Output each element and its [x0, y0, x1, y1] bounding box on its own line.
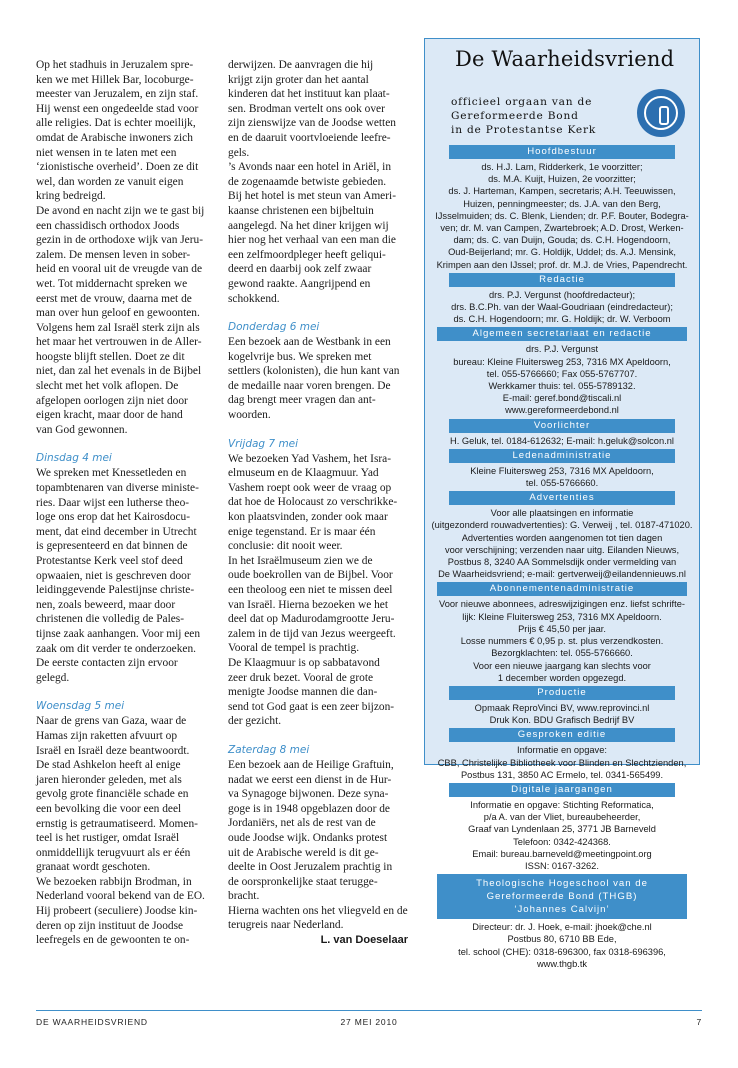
- section-line: p/a A. van der Vliet, bureaubeheerder,: [483, 812, 641, 823]
- text-line: Hierna wachten ons het vliegveld en de: [228, 904, 408, 917]
- text-line: terugreis naar Nederland.: [228, 919, 344, 932]
- text-line: We bezoeken Yad Vashem, het Isra-: [228, 452, 392, 465]
- section-body: [425, 598, 699, 683]
- masthead-title: De Waarheidsvriend: [455, 47, 675, 71]
- text-line: is gepresenteerd en dat binnen de: [36, 540, 188, 553]
- section-heading: Voorlichter: [449, 419, 675, 433]
- text-line: deel dat op Madurodamgrootte Jeru-: [228, 613, 395, 626]
- text-line: zijn zienswijze van de Joodse wetten: [228, 117, 396, 130]
- text-line: gelegd.: [36, 671, 70, 684]
- seal-emblem: [659, 106, 669, 125]
- text-line: afgelopen oorlogen zijn niet door: [36, 394, 188, 407]
- article-column-2: [228, 58, 408, 948]
- text-line: alle religies. Dat is echter moeilijk,: [36, 117, 196, 130]
- text-line: topambtenaren van diverse ministe-: [36, 482, 199, 495]
- section-line: Advertenties worden aangenomen tot tien dagen: [461, 532, 663, 543]
- section-line: Postbus 8, 3240 AA Sommelsdijk onder vermelding van: [447, 557, 677, 568]
- text-line: gels.: [228, 146, 250, 159]
- text-line: zeer druk bezet. Vooral de grote: [228, 671, 374, 684]
- footer-page-number: 7: [696, 1017, 702, 1027]
- text-line: loge ons erop dat het Kairosdocu-: [36, 511, 191, 524]
- text-line: kogelvrije bus. We spreken met: [228, 350, 372, 363]
- text-line: hoogste blijft stellen. Doet ze dit: [36, 350, 185, 363]
- text-line: In het Israëlmuseum zien we de: [228, 554, 373, 567]
- text-line: de medaille naar voren brengen. De: [228, 379, 391, 392]
- text-line: deren op zijn instituut de Joodse: [36, 919, 184, 932]
- text-line: niet wensen in te laten met een: [36, 146, 177, 159]
- text-line: krijgt zijn groter dan het aantal: [228, 73, 369, 86]
- paragraph-gap: [36, 437, 218, 451]
- text-line: nadat we eerst een dienst in de Hur-: [228, 773, 392, 786]
- section-line: Oud-Beijerland; mr. G. Holdijk, Uddel; ds. A.J. Mensink,: [448, 247, 676, 258]
- text-line: Nederland vooral bekend van de EO.: [36, 890, 205, 903]
- section-line: Losse nummers € 0,95 p. st. plus verzendkosten.: [460, 636, 664, 647]
- paragraph-gap: [228, 423, 408, 437]
- section-line: Kleine Fluitersweg 253, 7316 MX Apeldoorn,: [470, 465, 654, 476]
- section-body: [425, 702, 699, 726]
- section-line: lijk: Kleine Fluitersweg 253, 7316 MX Apeldoorn.: [462, 611, 662, 622]
- text-line: Volgens hem zal Israël sterk zijn als: [36, 321, 200, 334]
- section-heading: Theologische Hogeschool van de Gereformeerde Bond (THGB) ‘Johannes Calvijn’: [437, 874, 687, 919]
- text-line: gewond raakte. Aangrijpend en: [228, 277, 371, 290]
- text-line: heid en vooral uit de vreugde van de: [36, 263, 203, 276]
- text-line: Israël en Israël deze beantwoordt.: [36, 744, 190, 757]
- text-line: opwaaien, niet is geschreven door: [36, 569, 191, 582]
- text-line: Jordaniërs, net als de rest van de: [228, 817, 376, 830]
- section-line: Email: bureau.barneveld@meetingpoint.org: [472, 848, 652, 859]
- section-line: drs. P.J. Vergunst: [525, 344, 599, 355]
- section-line: tel. 055-5766660.: [525, 478, 599, 489]
- text-line: de oorspronkelijke staat terugge-: [228, 875, 378, 888]
- paragraph-gap: [228, 729, 408, 743]
- section-line: Druk Kon. BDU Grafisch Bedrijf BV: [489, 715, 635, 726]
- text-line: ’s Avonds naar een hotel in Ariël, in: [228, 161, 392, 174]
- text-line: deelte in Oost Jeruzalem prachtig in: [228, 861, 393, 874]
- text-line: gezin in de orthodoxe wijk van Jeru-: [36, 234, 204, 247]
- section-line: De Waarheidsvriend; e-mail: gertverweij@eilandennieuws.nl: [438, 569, 686, 580]
- text-line: wel, dan worden ze vanuit eigen: [36, 175, 184, 188]
- day-heading: Dinsdag 4 mei: [36, 452, 112, 465]
- section-body: [425, 921, 699, 970]
- text-line: wet. Tot middernacht spreken we: [36, 277, 188, 290]
- day-heading: Woensdag 5 mei: [36, 700, 125, 713]
- section-line: Werkkamer thuis: tel. 055-5789132.: [488, 381, 636, 392]
- text-line: christenen die volledig de Pales-: [36, 613, 185, 626]
- text-line: dag brengt meer vragen dan ant-: [228, 394, 376, 407]
- text-line: nen, zoals beweerd, maar door: [36, 598, 176, 611]
- text-line: Een bezoek aan de Westbank in een: [228, 336, 391, 349]
- text-line: De stad Ashkelon heeft al enige: [36, 759, 181, 772]
- text-line: dat hoe de Holocaust zo verschrikke-: [228, 496, 398, 509]
- text-line: aangelegd. Na het diner krijgen wij: [228, 219, 389, 232]
- bond-seal-logo: [637, 89, 685, 137]
- section-heading: Gesproken editie: [449, 728, 675, 742]
- author-signature: L. van Doeselaar: [320, 934, 408, 947]
- text-line: zaak om dit verder te onderzoeken.: [36, 642, 197, 655]
- text-line: elmuseum en de Klaagmuur. Yad: [228, 467, 379, 480]
- text-line: Naar de grens van Gaza, waar de: [36, 715, 187, 728]
- paragraph-gap: [36, 685, 218, 699]
- text-line: leefregels en de gewoonten te on-: [36, 934, 190, 947]
- text-line: va Synagoge bijwonen. Deze syna-: [228, 788, 389, 801]
- seal-ring: [644, 96, 678, 130]
- section-line: (uitgezonderd rouwadvertenties): G. Verweij , tel. 0187-471020.: [431, 520, 693, 531]
- section-heading: Productie: [449, 686, 675, 700]
- text-line: hier nog het verhaal van een man die: [228, 234, 396, 247]
- section-line: Opmaak ReproVinci BV, www.reprovinci.nl: [474, 702, 650, 713]
- section-line: CBB, Christelijke Bibliotheek voor Blinden en Slechtzienden,: [437, 757, 687, 768]
- text-line: het maar het vertrouwen in de Aller-: [36, 336, 202, 349]
- text-line: eigen kracht, maar door de hand: [36, 409, 183, 422]
- section-heading: Advertenties: [449, 491, 675, 505]
- text-line: ries. Daar wijst een lutherse theo-: [36, 496, 190, 509]
- footer-date: 27 MEI 2010: [340, 1017, 398, 1027]
- text-line: Hamas zijn raketten afvuurt op: [36, 729, 178, 742]
- section-line: IJsselmuiden; ds. C. Blenk, Lienden; dr. P.F. Bouter, Bodegra-: [435, 210, 689, 221]
- text-line: Hij probeert (seculiere) Joodse kin-: [36, 905, 198, 918]
- text-line: bracht.: [228, 890, 260, 903]
- text-line: deerd en daarbij ook zelf zwaar: [228, 263, 372, 276]
- text-line: tijnse zaak aanhangen. Voor mij een: [36, 627, 201, 640]
- org-line: Gereformeerde Bond: [451, 110, 579, 122]
- section-line: Voor alle plaatsingen en informatie: [490, 508, 634, 519]
- text-line: ‘zionistische overheid’. Doen ze dit: [36, 161, 199, 174]
- text-line: uit de Arabische wereld is dit ge-: [228, 846, 379, 859]
- text-line: jaren hieronder geleden, met als: [36, 773, 182, 786]
- section-line: Krimpen aan den IJssel; prof. dr. M.J. de Vries, Papendrecht.: [436, 259, 688, 270]
- text-line: ernstig is getraumatiseerd. Momen-: [36, 817, 198, 830]
- text-line: van God gewonnen.: [36, 423, 128, 436]
- org-line: in de Protestantse Kerk: [451, 124, 597, 136]
- section-body: [425, 507, 699, 580]
- section-line: Voor nieuwe abonnees, adreswijzigingen enz. liefst schrifte-: [439, 599, 685, 610]
- section-line: ds. J. Harteman, Kampen, secretaris; A.H. Teeuwissen,: [448, 186, 676, 197]
- organization-lines: [451, 95, 631, 137]
- text-line: slecht met het volk aflopen. De: [36, 380, 179, 393]
- text-line: De eerste contacten zijn ervoor: [36, 657, 178, 670]
- text-line: zalem. De mensen leven in sober-: [36, 248, 191, 261]
- section-heading: Ledenadministratie: [449, 449, 675, 463]
- text-line: Protestantse Kerk veel stof deed: [36, 555, 183, 567]
- text-line: de zogenaamde betwiste gebieden.: [228, 175, 387, 188]
- section-body: [425, 744, 699, 781]
- day-heading: Zaterdag 8 mei: [228, 743, 310, 756]
- text-line: en de daaruit voortvloeiende leefre-: [228, 131, 391, 144]
- text-line: zalem in de tijd van Jezus weergeeft.: [228, 627, 396, 640]
- text-line: oude boekrollen van de Bijbel. Voor: [228, 569, 393, 582]
- section-line: voor verschijning; verzenden naar uitg. Eilanden Nieuws,: [444, 544, 680, 555]
- text-line: man over hun geloof en gewoonten.: [36, 307, 200, 320]
- section-line: ds. H.J. Lam, Ridderkerk, 1e voorzitter;: [481, 162, 643, 172]
- section-line: Informatie en opgave:: [517, 745, 607, 756]
- section-line: Postbus 80, 6710 BB Ede,: [507, 934, 617, 945]
- day-heading: Donderdag 6 mei: [228, 321, 320, 334]
- text-line: conclusie: dit nooit weer.: [228, 540, 343, 553]
- text-line: We spreken met Knessetleden en: [36, 467, 187, 480]
- section-line: bureau: Kleine Fluitersweg 253, 7316 MX Apeldoorn,: [453, 356, 671, 367]
- section-line: ds. M.A. Kuijt, Huizen, 2e voorzitter;: [488, 174, 636, 185]
- text-line: Bij het hotel is met steun van Ameri-: [228, 190, 396, 203]
- text-line: Vashem roept ook weer de vraag op: [228, 481, 392, 494]
- text-line: enige tegenstand. Er is maar één: [228, 525, 376, 538]
- text-line: De Klaagmuur is op sabbatavond: [228, 656, 380, 669]
- section-heading: Algemeen secretariaat en redactie: [437, 327, 687, 341]
- article-column-1: [36, 58, 218, 948]
- day-heading: Vrijdag 7 mei: [228, 437, 299, 450]
- text-line: kinderen dat het instituut kan plaat-: [228, 88, 390, 101]
- text-line: een theoloog een niet te missen deel: [228, 584, 393, 596]
- paragraph-gap: [228, 306, 408, 320]
- text-line: Op het stadhuis in Jeruzalem spre-: [36, 59, 194, 71]
- text-line: schokkend.: [228, 292, 280, 305]
- colophon-sections: [425, 143, 699, 972]
- section-line: Bezorgklachten: tel. 055-5766660.: [491, 648, 633, 659]
- text-line: een zelfmoordpleger heeft geliqui-: [228, 248, 386, 261]
- section-line: www.thgb.tk: [536, 958, 588, 969]
- org-line: officieel orgaan van de: [451, 96, 593, 108]
- section-line: drs. B.C.Ph. van der Waal-Goudriaan (eindredacteur);: [451, 302, 673, 313]
- section-line: drs. P.J. Vergunst (hoofdredacteur);: [488, 289, 636, 300]
- text-line: der gezicht.: [228, 715, 282, 728]
- page-footer: [36, 1010, 702, 1027]
- text-line: Een bezoek aan de Heilige Graftuin,: [228, 758, 394, 771]
- section-line: Huizen, penningmeester; ds. J.A. van den Berg,: [463, 198, 661, 209]
- section-line: tel. school (CHE): 0318-696300, fax 0318-696396,: [458, 946, 666, 957]
- section-line: Voor een nieuwe jaargang kan slechts voor: [473, 660, 651, 671]
- text-line: meester van Jeruzalem, en zijn staf.: [36, 88, 199, 101]
- text-line: omdat de Arabische inwoners zich: [36, 131, 193, 144]
- text-line: kring bedreigd.: [36, 190, 106, 203]
- text-line: oude Joodse wijk. Ondanks protest: [228, 831, 388, 844]
- text-line: van Israël. Hierna bezoeken we het: [228, 598, 389, 611]
- section-line: www.gereformeerdebond.nl: [505, 405, 619, 416]
- colophon-box: [424, 38, 700, 969]
- section-line: Telefoon: 0342-424368.: [513, 836, 611, 847]
- text-line: sen. Brodman vertelt ons ook over: [228, 102, 385, 115]
- section-heading: Redactie: [449, 273, 675, 287]
- section-line: Directeur: dr. J. Hoek, e-mail: jhoek@che.nl: [472, 922, 652, 933]
- text-line: eerst met de vrouw, daarna met de: [36, 292, 192, 305]
- section-line: ISSN: 0167-3262.: [525, 860, 599, 871]
- text-line: goge is in 1948 opgeblazen door de: [228, 802, 390, 815]
- section-heading: Hoofdbestuur: [449, 145, 675, 159]
- section-body: [425, 161, 699, 271]
- text-line: woorden.: [228, 409, 271, 422]
- section-heading: Abonnementenadministratie: [437, 582, 687, 596]
- text-line: een bevolking die voor een deel: [36, 802, 182, 815]
- section-line: Postbus 131, 3850 AC Ermelo, tel. 0341-565499.: [460, 769, 664, 780]
- section-body: [425, 465, 699, 489]
- text-line: kaanse christenen een bijbeltuin: [228, 204, 374, 217]
- text-line: granaat wordt geschoten.: [36, 861, 151, 874]
- text-line: leidinggevende Palestijnse christe-: [36, 584, 195, 597]
- text-line: Hij wenst een ongedeelde stad voor: [36, 102, 199, 115]
- section-line: ven; dr. M. van Campen, Zwartebroek; A.D. Drost, Werken-: [440, 223, 684, 234]
- section-line: H. Geluk, tel. 0184-612632; E-mail: h.geluk@solcon.nl: [450, 435, 674, 446]
- text-line: onmiddellijk terugvuurt als er één: [36, 846, 191, 859]
- section-body: [425, 343, 699, 416]
- text-line: niet, dan zal het evenals in de Bijbel: [36, 365, 202, 378]
- section-body: [425, 435, 699, 447]
- text-line: De avond en nacht zijn we te gast bij: [36, 204, 205, 217]
- text-line: teel is het rustiger, omdat Israël: [36, 832, 180, 845]
- section-line: Informatie en opgave: Stichting Reformatica,: [470, 799, 654, 810]
- section-body: [425, 799, 699, 872]
- text-line: menigte Joodse mannen die dan-: [228, 686, 378, 699]
- section-line: Prijs € 45,50 per jaar.: [518, 623, 606, 634]
- text-line: We bezoeken rabbijn Brodman, in: [36, 875, 192, 888]
- section-line: E-mail: geref.bond@tiscali.nl: [502, 393, 622, 404]
- section-heading: Digitale jaargangen: [449, 783, 675, 797]
- text-line: een chassidisch orthodox Joods: [36, 219, 180, 232]
- text-line: kon plaatsvinden, zonder ook maar: [228, 511, 388, 524]
- section-line: ds. C.H. Hogendoorn; mr. G. Holdijk; dr. W. Verboom: [453, 314, 671, 325]
- text-line: gevolg grote financiële schade en: [36, 788, 189, 801]
- section-body: [425, 289, 699, 326]
- text-line: derwijzen. De aanvragen die hij: [228, 59, 374, 71]
- text-line: settlers (kolonisten), die hun kant van: [228, 365, 400, 378]
- section-line: 1 december worden opgezegd.: [497, 672, 627, 683]
- section-line: dam; ds. C. van Duijn, Gouda; ds. C.H. Hogendoorn,: [453, 235, 671, 246]
- text-line: Vooral de tempel is prachtig.: [228, 642, 360, 655]
- section-line: Graaf van Lyndenlaan 25, 3771 JB Barneveld: [468, 824, 656, 835]
- text-line: ken we met Hillek Bar, locoburge-: [36, 73, 194, 86]
- text-line: send tot God gaat is een zeer bijzon-: [228, 700, 395, 713]
- footer-publication: DE WAARHEIDSVRIEND: [36, 1017, 148, 1027]
- section-line: tel. 055-5766660; Fax 055-5767707.: [486, 368, 638, 379]
- text-line: ment, dat eind december in Utrecht: [36, 525, 197, 538]
